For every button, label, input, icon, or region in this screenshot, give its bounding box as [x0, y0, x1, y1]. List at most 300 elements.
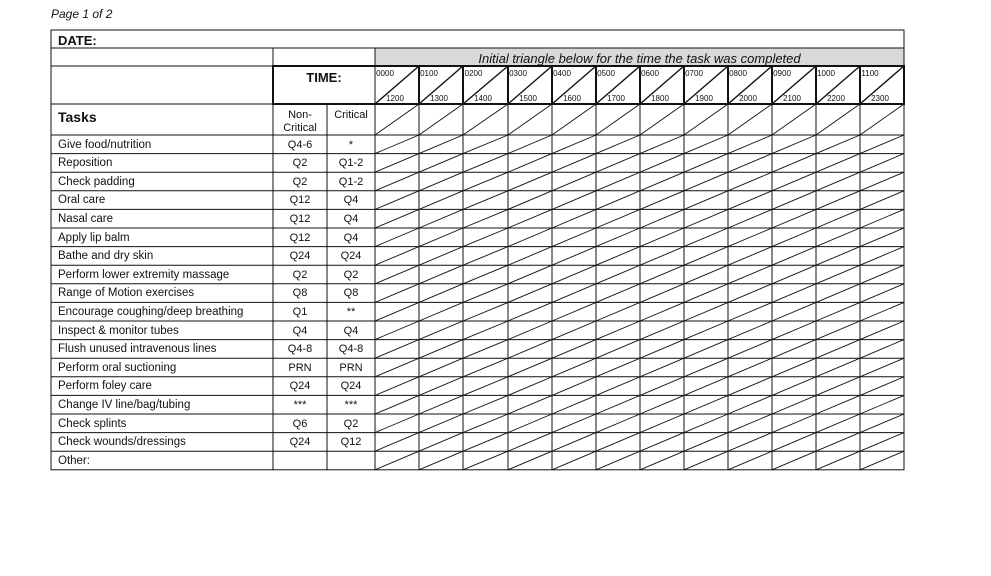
completion-triangle-diagonal — [463, 414, 508, 433]
completion-triangle-diagonal — [860, 135, 904, 154]
time-bottom-label: 1800 — [651, 94, 669, 103]
completion-triangle-diagonal — [419, 209, 463, 228]
task-name: Check splints — [58, 417, 127, 430]
time-top-label: 0500 — [597, 69, 615, 78]
completion-triangle-diagonal — [463, 302, 508, 321]
completion-triangle-diagonal — [419, 284, 463, 303]
time-bottom-label: 2000 — [739, 94, 757, 103]
critical-frequency: Q12 — [340, 436, 362, 449]
completion-triangle-diagonal — [772, 154, 816, 173]
completion-triangle-diagonal — [640, 433, 684, 452]
noncritical-frequency: PRN — [288, 361, 312, 374]
completion-triangle-diagonal — [419, 265, 463, 284]
task-name: Perform foley care — [58, 380, 152, 393]
noncritical-frequency: Q24 — [289, 250, 311, 263]
completion-triangle-diagonal — [596, 135, 640, 154]
time-bottom-label: 2300 — [871, 94, 889, 103]
completion-triangle-diagonal — [860, 228, 904, 247]
critical-header: Critical — [334, 109, 368, 121]
completion-triangle-diagonal — [816, 302, 860, 321]
completion-triangle-diagonal — [860, 172, 904, 191]
completion-triangle-diagonal — [596, 340, 640, 359]
task-name: Flush unused intravenous lines — [58, 343, 217, 356]
completion-triangle-diagonal — [552, 135, 596, 154]
completion-triangle-diagonal — [419, 154, 463, 173]
completion-triangle-diagonal — [684, 302, 728, 321]
completion-triangle-diagonal — [375, 104, 419, 135]
completion-triangle-diagonal — [684, 172, 728, 191]
completion-triangle-diagonal — [816, 104, 860, 135]
completion-triangle-diagonal — [419, 433, 463, 452]
completion-triangle-diagonal — [728, 247, 772, 266]
completion-triangle-diagonal — [508, 302, 552, 321]
noncritical-frequency: Q12 — [289, 212, 311, 225]
time-top-label: 0900 — [773, 69, 791, 78]
completion-triangle-diagonal — [508, 395, 552, 414]
completion-triangle-diagonal — [463, 284, 508, 303]
completion-triangle-diagonal — [375, 433, 419, 452]
completion-triangle-diagonal — [860, 395, 904, 414]
completion-triangle-diagonal — [684, 414, 728, 433]
completion-triangle-diagonal — [860, 104, 904, 135]
critical-frequency: Q4 — [343, 212, 359, 225]
completion-triangle-diagonal — [640, 358, 684, 377]
completion-triangle-diagonal — [640, 154, 684, 173]
completion-triangle-diagonal — [860, 154, 904, 173]
completion-triangle-diagonal — [640, 191, 684, 210]
completion-triangle-diagonal — [596, 247, 640, 266]
completion-triangle-diagonal — [684, 228, 728, 247]
completion-triangle-diagonal — [816, 209, 860, 228]
completion-triangle-diagonal — [419, 172, 463, 191]
completion-triangle-diagonal — [684, 135, 728, 154]
completion-triangle-diagonal — [463, 265, 508, 284]
completion-triangle-diagonal — [596, 284, 640, 303]
noncritical-frequency: Q4-8 — [287, 343, 313, 356]
completion-triangle-diagonal — [684, 321, 728, 340]
completion-triangle-diagonal — [375, 395, 419, 414]
page-label: Page 1 of 2 — [51, 7, 113, 21]
completion-triangle-diagonal — [816, 321, 860, 340]
completion-triangle-diagonal — [419, 191, 463, 210]
task-name: Nasal care — [58, 212, 113, 225]
critical-frequency: Q1-2 — [338, 157, 364, 170]
completion-triangle-diagonal — [816, 154, 860, 173]
completion-triangle-diagonal — [419, 395, 463, 414]
completion-triangle-diagonal — [772, 358, 816, 377]
completion-triangle-diagonal — [860, 284, 904, 303]
completion-triangle-diagonal — [772, 433, 816, 452]
completion-triangle-diagonal — [463, 191, 508, 210]
completion-triangle-diagonal — [816, 433, 860, 452]
task-name: Give food/nutrition — [58, 138, 152, 151]
completion-triangle-diagonal — [463, 358, 508, 377]
completion-triangle-diagonal — [728, 228, 772, 247]
completion-triangle-diagonal — [375, 172, 419, 191]
completion-triangle-diagonal — [596, 414, 640, 433]
noncritical-frequency: Q2 — [292, 157, 308, 170]
time-top-label: 0400 — [553, 69, 571, 78]
completion-triangle-diagonal — [684, 265, 728, 284]
completion-triangle-diagonal — [640, 135, 684, 154]
completion-triangle-diagonal — [596, 228, 640, 247]
completion-triangle-diagonal — [860, 209, 904, 228]
noncritical-header: Non- — [288, 109, 312, 121]
completion-triangle-diagonal — [419, 321, 463, 340]
completion-triangle-diagonal — [463, 154, 508, 173]
completion-triangle-diagonal — [375, 284, 419, 303]
noncritical-frequency: Q12 — [289, 231, 311, 244]
time-bottom-label: 1600 — [563, 94, 581, 103]
time-top-label: 0700 — [685, 69, 703, 78]
time-bottom-label: 1200 — [386, 94, 404, 103]
completion-triangle-diagonal — [728, 451, 772, 470]
completion-triangle-diagonal — [596, 451, 640, 470]
completion-triangle-diagonal — [640, 451, 684, 470]
completion-triangle-diagonal — [375, 340, 419, 359]
completion-triangle-diagonal — [640, 228, 684, 247]
completion-triangle-diagonal — [463, 321, 508, 340]
completion-triangle-diagonal — [816, 340, 860, 359]
task-name: Perform oral suctioning — [58, 361, 177, 374]
completion-triangle-diagonal — [552, 191, 596, 210]
completion-triangle-diagonal — [860, 191, 904, 210]
completion-triangle-diagonal — [816, 414, 860, 433]
completion-triangle-diagonal — [772, 104, 816, 135]
completion-triangle-diagonal — [508, 321, 552, 340]
completion-triangle-diagonal — [596, 191, 640, 210]
completion-triangle-diagonal — [728, 302, 772, 321]
noncritical-frequency: Q1 — [292, 305, 308, 318]
completion-triangle-diagonal — [728, 321, 772, 340]
completion-triangle-diagonal — [728, 265, 772, 284]
completion-triangle-diagonal — [860, 321, 904, 340]
noncritical-frequency: Q2 — [292, 175, 308, 188]
completion-triangle-diagonal — [860, 265, 904, 284]
time-bottom-label: 1900 — [695, 94, 713, 103]
completion-triangle-diagonal — [419, 228, 463, 247]
completion-triangle-diagonal — [375, 377, 419, 396]
completion-triangle-diagonal — [728, 414, 772, 433]
completion-triangle-diagonal — [463, 209, 508, 228]
critical-frequency: Q24 — [340, 250, 362, 263]
completion-triangle-diagonal — [728, 358, 772, 377]
completion-triangle-diagonal — [728, 433, 772, 452]
completion-triangle-diagonal — [728, 340, 772, 359]
completion-triangle-diagonal — [508, 414, 552, 433]
completion-triangle-diagonal — [684, 451, 728, 470]
completion-triangle-diagonal — [508, 209, 552, 228]
completion-triangle-diagonal — [816, 135, 860, 154]
completion-triangle-diagonal — [463, 340, 508, 359]
completion-triangle-diagonal — [816, 451, 860, 470]
completion-triangle-diagonal — [596, 302, 640, 321]
completion-triangle-diagonal — [508, 358, 552, 377]
noncritical-frequency: Q6 — [292, 417, 308, 430]
completion-triangle-diagonal — [419, 340, 463, 359]
completion-triangle-diagonal — [552, 209, 596, 228]
completion-triangle-diagonal — [728, 104, 772, 135]
noncritical-frequency: Q24 — [289, 380, 311, 393]
completion-triangle-diagonal — [552, 302, 596, 321]
critical-frequency: Q2 — [343, 268, 359, 281]
completion-triangle-diagonal — [816, 265, 860, 284]
completion-triangle-diagonal — [419, 302, 463, 321]
completion-triangle-diagonal — [508, 135, 552, 154]
completion-triangle-diagonal — [419, 104, 463, 135]
completion-triangle-diagonal — [772, 395, 816, 414]
completion-triangle-diagonal — [772, 451, 816, 470]
completion-triangle-diagonal — [508, 172, 552, 191]
completion-triangle-diagonal — [552, 154, 596, 173]
completion-triangle-diagonal — [640, 340, 684, 359]
completion-triangle-diagonal — [772, 135, 816, 154]
completion-triangle-diagonal — [508, 433, 552, 452]
completion-triangle-diagonal — [508, 191, 552, 210]
completion-triangle-diagonal — [375, 358, 419, 377]
noncritical-frequency: Q8 — [292, 287, 308, 300]
task-name: Check wounds/dressings — [58, 436, 186, 449]
completion-triangle-diagonal — [508, 284, 552, 303]
completion-triangle-diagonal — [508, 154, 552, 173]
completion-triangle-diagonal — [640, 377, 684, 396]
completion-triangle-diagonal — [640, 284, 684, 303]
completion-triangle-diagonal — [552, 265, 596, 284]
completion-triangle-diagonal — [375, 191, 419, 210]
completion-triangle-diagonal — [596, 209, 640, 228]
completion-triangle-diagonal — [552, 433, 596, 452]
time-bottom-label: 1300 — [430, 94, 448, 103]
completion-triangle-diagonal — [463, 377, 508, 396]
completion-triangle-diagonal — [684, 395, 728, 414]
completion-triangle-diagonal — [860, 302, 904, 321]
completion-triangle-diagonal — [596, 172, 640, 191]
completion-triangle-diagonal — [772, 191, 816, 210]
completion-triangle-diagonal — [463, 395, 508, 414]
completion-triangle-diagonal — [375, 414, 419, 433]
task-name: Reposition — [58, 157, 113, 170]
completion-triangle-diagonal — [640, 265, 684, 284]
completion-triangle-diagonal — [596, 321, 640, 340]
time-top-label: 0300 — [509, 69, 527, 78]
completion-triangle-diagonal — [463, 135, 508, 154]
completion-triangle-diagonal — [640, 302, 684, 321]
critical-frequency: Q2 — [343, 417, 359, 430]
completion-triangle-diagonal — [375, 451, 419, 470]
noncritical-frequency: Q24 — [289, 436, 311, 449]
task-name: Encourage coughing/deep breathing — [58, 305, 244, 318]
critical-frequency: Q4 — [343, 194, 359, 207]
time-top-label: 0100 — [420, 69, 438, 78]
completion-triangle-diagonal — [552, 414, 596, 433]
completion-triangle-diagonal — [596, 377, 640, 396]
completion-triangle-diagonal — [596, 154, 640, 173]
completion-triangle-diagonal — [728, 191, 772, 210]
completion-triangle-diagonal — [816, 191, 860, 210]
completion-triangle-diagonal — [552, 284, 596, 303]
completion-triangle-diagonal — [728, 209, 772, 228]
completion-triangle-diagonal — [463, 172, 508, 191]
completion-triangle-diagonal — [816, 228, 860, 247]
critical-frequency: Q4 — [343, 231, 359, 244]
completion-triangle-diagonal — [375, 247, 419, 266]
completion-triangle-diagonal — [508, 104, 552, 135]
completion-triangle-diagonal — [596, 265, 640, 284]
completion-triangle-diagonal — [640, 172, 684, 191]
completion-triangle-diagonal — [728, 395, 772, 414]
critical-frequency: *** — [344, 398, 358, 411]
other-label: Other: — [58, 454, 90, 467]
noncritical-header: Critical — [283, 122, 317, 134]
critical-frequency: * — [348, 138, 354, 151]
completion-triangle-diagonal — [419, 377, 463, 396]
completion-triangle-diagonal — [772, 284, 816, 303]
completion-triangle-diagonal — [772, 228, 816, 247]
completion-triangle-diagonal — [772, 172, 816, 191]
completion-triangle-diagonal — [684, 433, 728, 452]
time-bottom-label: 1400 — [474, 94, 492, 103]
critical-frequency: PRN — [339, 361, 363, 374]
time-top-label: 1000 — [817, 69, 835, 78]
completion-triangle-diagonal — [860, 377, 904, 396]
completion-triangle-diagonal — [419, 414, 463, 433]
time-bottom-label: 1500 — [519, 94, 537, 103]
completion-triangle-diagonal — [772, 321, 816, 340]
completion-triangle-diagonal — [772, 302, 816, 321]
task-name: Oral care — [58, 194, 106, 207]
completion-triangle-diagonal — [684, 284, 728, 303]
critical-frequency: Q8 — [343, 287, 359, 300]
completion-triangle-diagonal — [816, 247, 860, 266]
completion-triangle-diagonal — [684, 104, 728, 135]
completion-triangle-diagonal — [816, 358, 860, 377]
completion-triangle-diagonal — [640, 321, 684, 340]
completion-triangle-diagonal — [375, 135, 419, 154]
completion-triangle-diagonal — [419, 135, 463, 154]
completion-triangle-diagonal — [772, 377, 816, 396]
completion-triangle-diagonal — [684, 209, 728, 228]
completion-triangle-diagonal — [816, 172, 860, 191]
completion-triangle-diagonal — [552, 321, 596, 340]
completion-triangle-diagonal — [596, 395, 640, 414]
completion-triangle-diagonal — [816, 284, 860, 303]
completion-triangle-diagonal — [375, 302, 419, 321]
completion-triangle-diagonal — [728, 135, 772, 154]
completion-triangle-diagonal — [860, 247, 904, 266]
tasks-header: Tasks — [58, 109, 97, 125]
completion-triangle-diagonal — [463, 451, 508, 470]
time-top-label: 1100 — [861, 69, 879, 78]
completion-triangle-diagonal — [772, 247, 816, 266]
completion-triangle-diagonal — [552, 377, 596, 396]
completion-triangle-diagonal — [860, 340, 904, 359]
completion-triangle-diagonal — [772, 265, 816, 284]
time-top-label: 0200 — [464, 69, 483, 78]
completion-triangle-diagonal — [419, 451, 463, 470]
completion-triangle-diagonal — [552, 104, 596, 135]
completion-triangle-diagonal — [684, 247, 728, 266]
completion-triangle-diagonal — [508, 228, 552, 247]
completion-triangle-diagonal — [640, 209, 684, 228]
critical-frequency: Q24 — [340, 380, 362, 393]
completion-triangle-diagonal — [552, 340, 596, 359]
completion-triangle-diagonal — [684, 154, 728, 173]
completion-triangle-diagonal — [684, 358, 728, 377]
completion-triangle-diagonal — [684, 340, 728, 359]
critical-frequency: Q4 — [343, 324, 359, 337]
completion-triangle-diagonal — [375, 265, 419, 284]
completion-triangle-diagonal — [508, 247, 552, 266]
noncritical-frequency: Q2 — [292, 268, 308, 281]
completion-triangle-diagonal — [772, 414, 816, 433]
noncritical-frequency: Q4-6 — [287, 138, 313, 151]
completion-triangle-diagonal — [728, 154, 772, 173]
date-label: DATE: — [58, 33, 97, 48]
completion-triangle-diagonal — [375, 228, 419, 247]
completion-triangle-diagonal — [596, 358, 640, 377]
critical-frequency: Q1-2 — [338, 175, 364, 188]
task-name: Bathe and dry skin — [58, 250, 154, 263]
completion-triangle-diagonal — [684, 377, 728, 396]
task-name: Check padding — [58, 175, 135, 188]
completion-triangle-diagonal — [596, 104, 640, 135]
banner-text: Initial triangle below for the time the task was completed — [478, 51, 801, 66]
completion-triangle-diagonal — [463, 247, 508, 266]
noncritical-frequency: *** — [293, 398, 307, 411]
completion-triangle-diagonal — [463, 433, 508, 452]
critical-frequency: ** — [346, 305, 356, 318]
completion-triangle-diagonal — [816, 395, 860, 414]
time-bottom-label: 2200 — [827, 94, 845, 103]
completion-triangle-diagonal — [728, 284, 772, 303]
completion-triangle-diagonal — [684, 191, 728, 210]
task-name: Change IV line/bag/tubing — [58, 398, 191, 411]
time-top-label: 0000 — [376, 69, 394, 78]
completion-triangle-diagonal — [375, 209, 419, 228]
completion-triangle-diagonal — [860, 414, 904, 433]
completion-triangle-diagonal — [860, 451, 904, 470]
completion-triangle-diagonal — [552, 451, 596, 470]
completion-triangle-diagonal — [552, 395, 596, 414]
completion-triangle-diagonal — [508, 265, 552, 284]
completion-triangle-diagonal — [552, 172, 596, 191]
completion-triangle-diagonal — [860, 433, 904, 452]
completion-triangle-diagonal — [596, 433, 640, 452]
task-name: Apply lip balm — [58, 231, 130, 244]
completion-triangle-diagonal — [463, 228, 508, 247]
time-top-label: 0800 — [729, 69, 747, 78]
completion-triangle-diagonal — [419, 358, 463, 377]
completion-triangle-diagonal — [508, 340, 552, 359]
time-label: TIME: — [306, 70, 342, 85]
time-bottom-label: 1700 — [607, 94, 625, 103]
completion-triangle-diagonal — [816, 377, 860, 396]
completion-triangle-diagonal — [552, 228, 596, 247]
noncritical-frequency: Q12 — [289, 194, 311, 207]
completion-triangle-diagonal — [640, 104, 684, 135]
task-name: Perform lower extremity massage — [58, 268, 230, 281]
completion-triangle-diagonal — [728, 377, 772, 396]
completion-triangle-diagonal — [419, 247, 463, 266]
completion-triangle-diagonal — [552, 247, 596, 266]
completion-triangle-diagonal — [552, 358, 596, 377]
time-top-label: 0600 — [641, 69, 659, 78]
completion-triangle-diagonal — [508, 377, 552, 396]
completion-triangle-diagonal — [772, 209, 816, 228]
completion-triangle-diagonal — [463, 104, 508, 135]
completion-triangle-diagonal — [375, 321, 419, 340]
time-bottom-label: 2100 — [783, 94, 801, 103]
